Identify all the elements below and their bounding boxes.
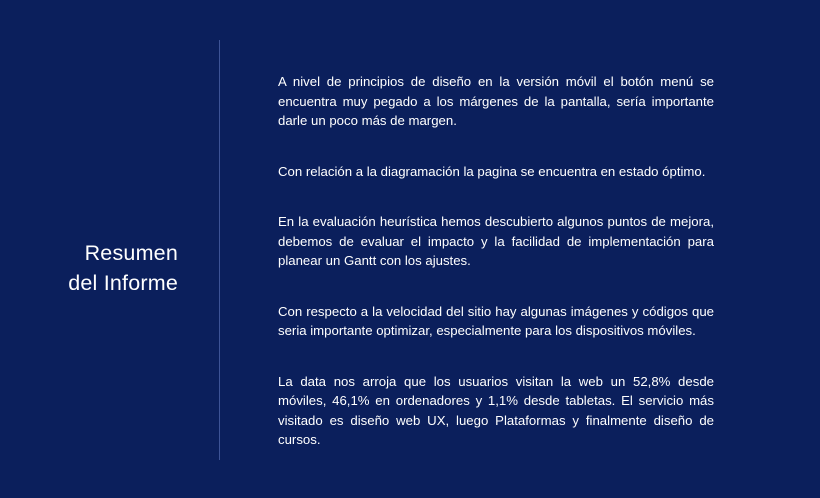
paragraph-layout: Con relación a la diagramación la pagina se encuentra en estado óptimo. [278,163,706,179]
summary-body [278,72,714,450]
paragraph-site-speed: Con respecto a la velocidad del sitio hay algunas imágenes y códigos que seria importante optimizar, especialmente para los dispositivos móviles. [278,303,714,338]
paragraph-traffic-data: La data nos arroja que los usuarios visitan la web un 52,8% desde móviles, 46,1% en ordenadores y 1,1% desde tabletas. El servicio más visitado es diseño web UX, luego Plataformas y finalmente diseño de cursos. [278,373,714,447]
paragraph-design-principles: A nivel de principios de diseño en la versión móvil el botón menú se encuentra muy pegado a los márgenes de la pantalla, sería importante darle un poco más de margen. [278,74,714,128]
vertical-divider [219,40,220,460]
section-title [68,238,178,298]
title-line-1: Resumen [84,241,178,266]
paragraph-heuristic-evaluation: En la evaluación heurística hemos descubierto algunos puntos de mejora, debemos de evaluar el impacto y la facilidad de implementación para planear un Gantt con los ajustes. [278,214,714,268]
title-line-2: del Informe [68,271,178,296]
